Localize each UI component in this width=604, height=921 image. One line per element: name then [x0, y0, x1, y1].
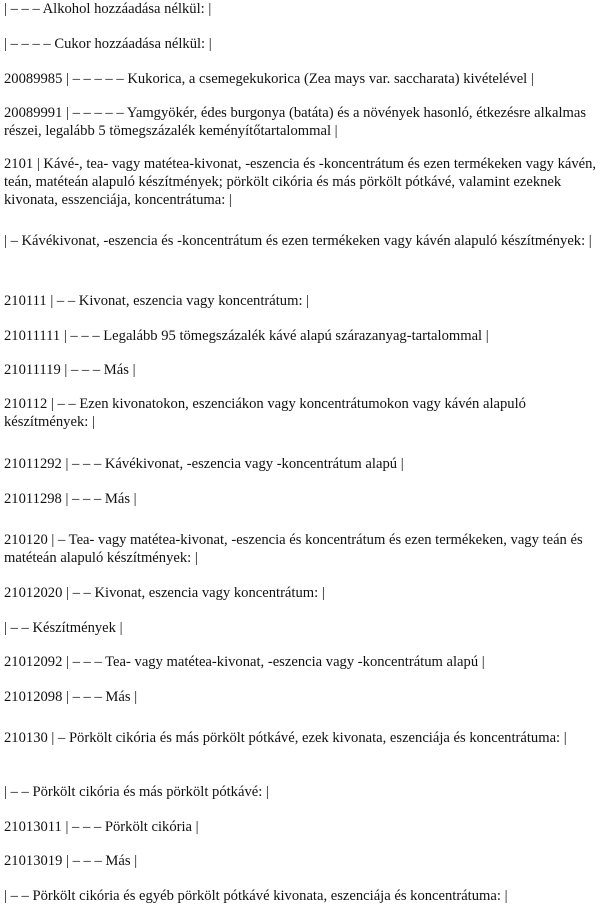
entry-kivonat-eszencia-koncentratum: | – – Pörkölt cikória és egyéb pörkölt pótkávé kivonata, eszenciája és koncentrátuma: | [4, 888, 508, 904]
entry-keszitmenyek: | – – Készítmények | [4, 620, 123, 636]
entry-porkolt-cikoria-pokave: | – – Pörkölt cikória és más pörkölt pótkávé: | [4, 784, 269, 800]
entry-21012020: 21012020 | – – Kivonat, eszencia vagy koncentrátum: | [4, 585, 325, 601]
entry-20089985: 20089985 | – – – – – Kukorica, a csemegekukorica (Zea mays var. saccharata) kivételével | [4, 71, 534, 87]
entry-21011298: 21011298 | – – – Más | [4, 491, 137, 507]
entry-21013019: 21013019 | – – – Más | [4, 853, 138, 869]
entry-210111: 210111 | – – Kivonat, eszencia vagy koncentrátum: | [4, 293, 310, 309]
entry-21012092: 21012092 | – – – Tea- vagy matétea-kivonat, -eszencia vagy -koncentrátum alapú | [4, 654, 485, 670]
entry-210130: 210130 | – Pörkölt cikória és más pörkölt pótkávé, ezek kivonata, eszenciája és koncentrátuma: | [4, 730, 567, 746]
entry-210112: 210112 | – – Ezen kivonatokon, eszenciákon vagy koncentrátumokon vagy kávén alapuló készítmények: | [4, 396, 526, 430]
entry-21011292: 21011292 | – – – Kávékivonat, -eszencia vagy -koncentrátum alapú | [4, 456, 404, 472]
entry-21011119: 21011119 | – – – Más | [4, 362, 136, 378]
entry-alkohol: | – – – Alkohol hozzáadása nélkül: | [4, 1, 212, 17]
entry-kavekivonat: | – Kávékivonat, -eszencia és -koncentrátum és ezen termékeken vagy kávén alapuló készítmények: | [4, 233, 592, 249]
entry-21012098: 21012098 | – – – Más | [4, 689, 138, 705]
entry-cukor: | – – – – Cukor hozzáadása nélkül: | [4, 36, 212, 52]
entry-20089991: 20089991 | – – – – – Yamgyökér, édes burgonya (batáta) és a növények hasonló, étkezésre alkalmas részei, legalább 5 tömegszázalék keményítőtartalommal | [4, 105, 587, 139]
entry-21011111: 21011111 | – – – Legalább 95 tömegszázalék kávé alapú szárazanyag-tartalommal | [4, 328, 489, 344]
entry-2101: 2101 | Kávé-, tea- vagy matétea-kivonat, -eszencia és -koncentrátum és ezen termékeken vagy kávén, teán, matéteán alapuló készítmények; pörkölt cikória és más pörkölt pótkávé, valamint ezeknek kivonata, esszenciája, koncentrátuma: | [4, 156, 597, 208]
entry-210120: 210120 | – Tea- vagy matétea-kivonat, -eszencia és koncentrátum és ezen termékeken, vagy teán és matéteán alapuló készítmények: | [4, 532, 583, 566]
entry-21013011: 21013011 | – – – Pörkölt cikória | [4, 819, 199, 835]
